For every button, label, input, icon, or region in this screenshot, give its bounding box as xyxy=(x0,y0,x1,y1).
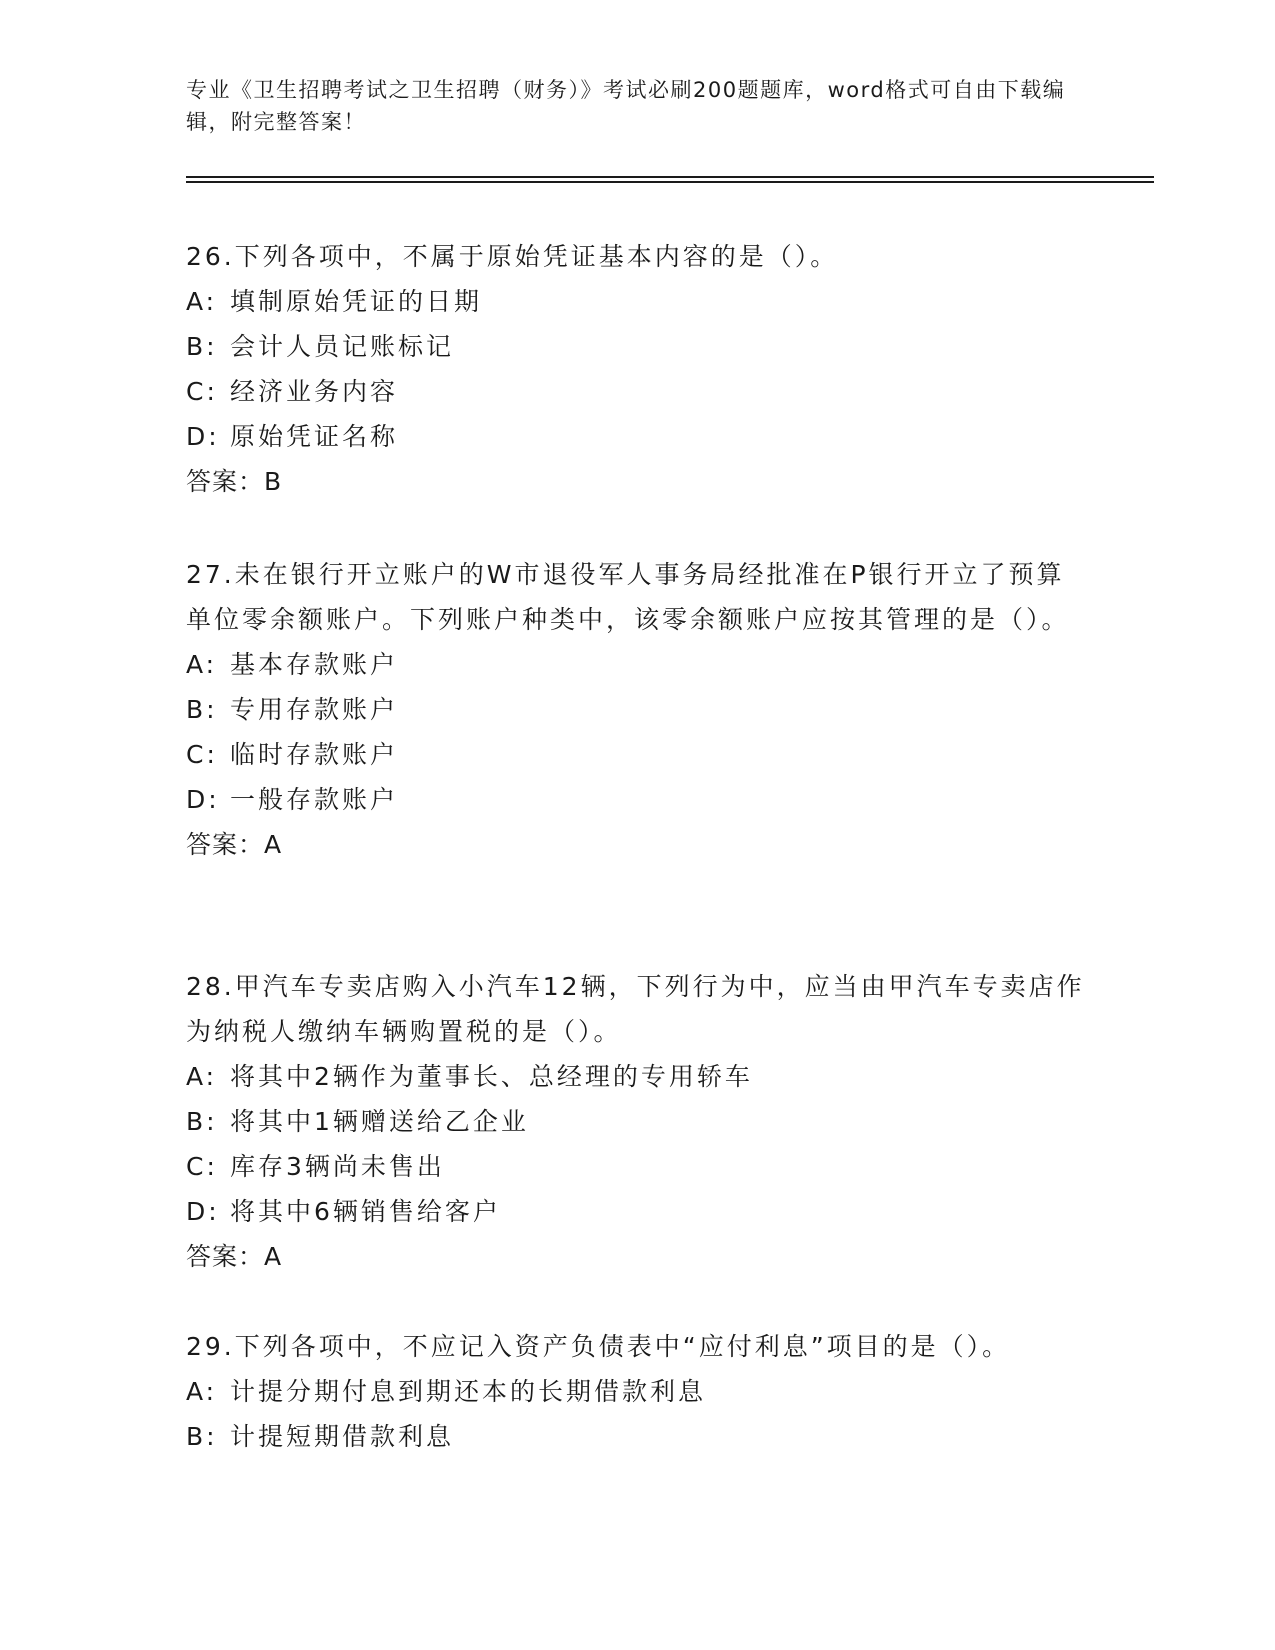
option-a xyxy=(186,642,1086,687)
document-header: 专业《卫生招聘考试之卫生招聘（财务）》考试必刷200题题库，word格式可自由下载编辑，附完整答案！ xyxy=(186,78,1066,134)
option-text: 原始凭证名称 xyxy=(230,422,399,451)
option-c xyxy=(186,1144,1086,1189)
option-text: 一般存款账户 xyxy=(230,785,399,814)
option-letter: A: xyxy=(186,1062,218,1091)
header-divider-bottom xyxy=(186,181,1154,183)
option-c xyxy=(186,732,1086,777)
question-stem: 27.未在银行开立账户的W市退役军人事务局经批准在P银行开立了预算单位零余额账户。下列账户种类中，该零余额账户应按其管理的是（）。 xyxy=(186,560,1070,634)
option-letter: A: xyxy=(186,650,218,679)
option-letter: B: xyxy=(186,695,218,724)
option-text: 将其中2辆作为董事长、总经理的专用轿车 xyxy=(230,1062,753,1091)
option-d xyxy=(186,777,1086,822)
option-a xyxy=(186,1369,1086,1414)
option-letter: B: xyxy=(186,1422,218,1451)
answer: 答案：A xyxy=(186,830,283,859)
option-letter: D: xyxy=(186,1197,220,1226)
option-b xyxy=(186,324,1086,369)
option-letter: D: xyxy=(186,422,220,451)
question-29 xyxy=(186,1324,1086,1459)
option-a xyxy=(186,279,1086,324)
option-b xyxy=(186,687,1086,732)
question-27 xyxy=(186,552,1086,867)
option-letter: C: xyxy=(186,377,218,406)
option-b xyxy=(186,1099,1086,1144)
question-stem: 28.甲汽车专卖店购入小汽车12辆，下列行为中，应当由甲汽车专卖店作为纳税人缴纳车辆购置税的是（）。 xyxy=(186,972,1085,1046)
option-text: 将其中6辆销售给客户 xyxy=(230,1197,501,1226)
option-a xyxy=(186,1054,1086,1099)
option-text: 会计人员记账标记 xyxy=(230,332,455,361)
option-text: 将其中1辆赠送给乙企业 xyxy=(230,1107,529,1136)
option-letter: D: xyxy=(186,785,220,814)
option-letter: B: xyxy=(186,1107,218,1136)
option-letter: B: xyxy=(186,332,218,361)
option-d xyxy=(186,414,1086,459)
option-text: 计提短期借款利息 xyxy=(230,1422,455,1451)
option-b xyxy=(186,1414,1086,1459)
question-stem: 29.下列各项中，不应记入资产负债表中“应付利息”项目的是（）。 xyxy=(186,1332,1011,1361)
option-text: 经济业务内容 xyxy=(230,377,399,406)
header-divider-top xyxy=(186,176,1154,178)
answer: 答案：B xyxy=(186,467,283,496)
option-letter: C: xyxy=(186,1152,218,1181)
option-text: 临时存款账户 xyxy=(230,740,399,769)
answer: 答案：A xyxy=(186,1242,283,1271)
question-28 xyxy=(186,964,1086,1279)
option-letter: A: xyxy=(186,287,218,316)
option-text: 填制原始凭证的日期 xyxy=(230,287,483,316)
option-text: 专用存款账户 xyxy=(230,695,399,724)
option-c xyxy=(186,369,1086,414)
option-text: 库存3辆尚未售出 xyxy=(230,1152,445,1181)
option-letter: C: xyxy=(186,740,218,769)
question-stem: 26.下列各项中，不属于原始凭证基本内容的是（）。 xyxy=(186,242,839,271)
question-26 xyxy=(186,234,1086,504)
option-letter: A: xyxy=(186,1377,218,1406)
option-text: 基本存款账户 xyxy=(230,650,399,679)
option-d xyxy=(186,1189,1086,1234)
option-text: 计提分期付息到期还本的长期借款利息 xyxy=(230,1377,707,1406)
